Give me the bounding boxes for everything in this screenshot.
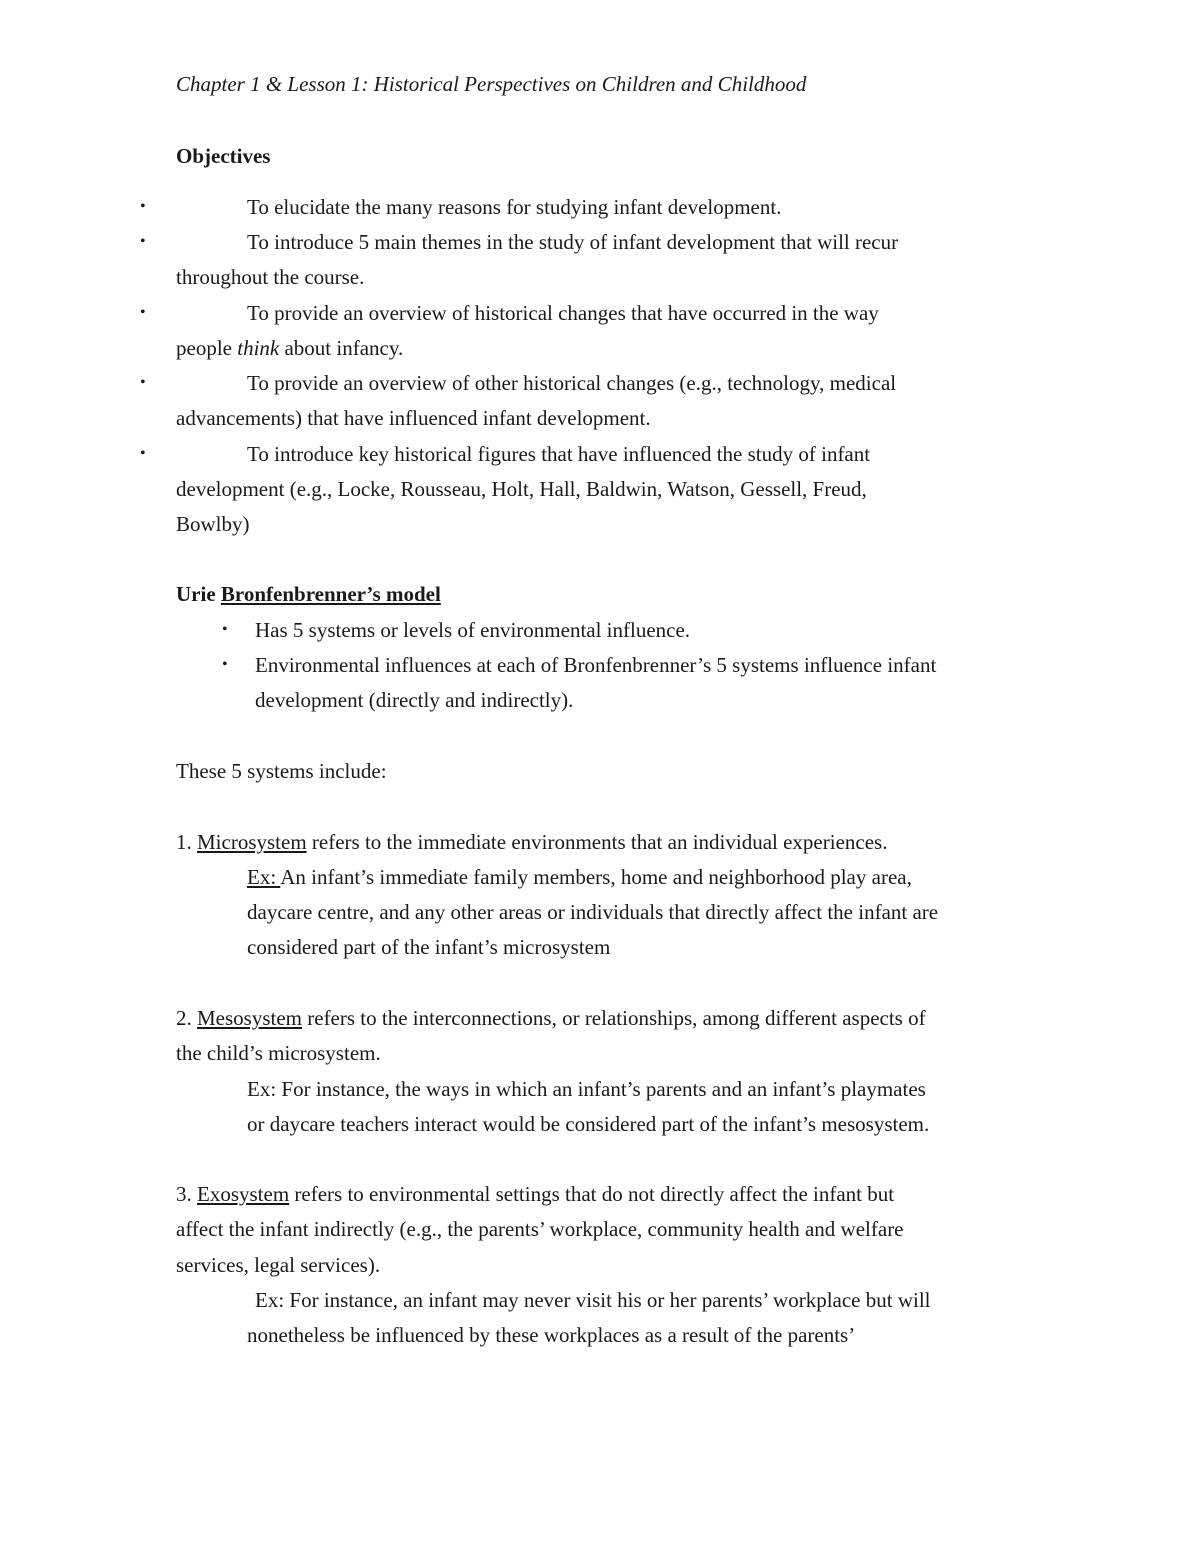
example-text: An infant’s immediate family members, home and neighborhood play area, xyxy=(280,865,912,889)
system-term: Mesosystem xyxy=(197,1006,302,1030)
system-number: 3. xyxy=(176,1182,197,1206)
system-1-example-line-2: daycare centre, and any other areas or individuals that directly affect the infant are xyxy=(247,900,939,924)
system-definition-text: refers to the interconnections, or relationships, among different aspects of xyxy=(302,1006,926,1030)
system-number: 1. xyxy=(176,830,197,854)
bullet-icon: • xyxy=(222,621,228,638)
system-2-example-line-1: Ex: For instance, the ways in which an infant’s parents and an infant’s playmates xyxy=(247,1077,926,1101)
system-definition-text: refers to environmental settings that do not directly affect the infant but xyxy=(289,1182,895,1206)
objective-1-line-1: To elucidate the many reasons for studying infant development. xyxy=(247,195,782,219)
system-1-definition xyxy=(176,829,887,855)
system-1-example-line-1 xyxy=(247,864,912,890)
document-title: Chapter 1 & Lesson 1: Historical Perspectives on Children and Childhood xyxy=(176,72,807,96)
system-2-example-line-2: or daycare teachers interact would be considered part of the infant’s mesosystem. xyxy=(247,1112,930,1136)
objective-2-line-1: To introduce 5 main themes in the study of infant development that will recur xyxy=(247,230,899,254)
objective-4-line-2: advancements) that have influenced infant development. xyxy=(176,406,651,430)
system-number: 2. xyxy=(176,1006,197,1030)
bullet-icon: • xyxy=(140,445,146,462)
system-definition-text: refers to the immediate environments that an individual experiences. xyxy=(306,830,888,854)
objective-5-line-3: Bowlby) xyxy=(176,512,250,536)
system-term: Microsystem xyxy=(197,830,307,854)
objective-3-text: about infancy. xyxy=(279,336,404,360)
bullet-icon: • xyxy=(140,198,146,215)
system-2-definition-line-2: the child’s microsystem. xyxy=(176,1041,381,1065)
objective-2-line-2: throughout the course. xyxy=(176,265,365,289)
system-3-example-line-2: nonetheless be influenced by these workplaces as a result of the parents’ xyxy=(247,1323,856,1347)
bullet-icon: • xyxy=(140,304,146,321)
system-3-definition-line-2: affect the infant indirectly (e.g., the parents’ workplace, community health and welfare xyxy=(176,1217,904,1241)
objective-4-line-1: To provide an overview of other historical changes (e.g., technology, medical xyxy=(247,371,897,395)
bullet-icon: • xyxy=(140,233,146,250)
bullet-icon: • xyxy=(140,374,146,391)
model-heading-underlined: Bronfenbrenner’s model xyxy=(220,582,441,606)
system-2-definition xyxy=(176,1005,926,1031)
model-bullet-1: Has 5 systems or levels of environmental influence. xyxy=(255,618,691,642)
system-term: Exosystem xyxy=(197,1182,290,1206)
objective-3-line-2 xyxy=(176,335,403,361)
systems-intro: These 5 systems include: xyxy=(176,759,387,783)
example-label: Ex: xyxy=(247,865,281,889)
system-3-example-line-1: Ex: For instance, an infant may never visit his or her parents’ workplace but will xyxy=(255,1288,931,1312)
objective-5-line-1: To introduce key historical figures that have influenced the study of infant xyxy=(247,442,871,466)
objective-3-text: people xyxy=(176,336,238,360)
system-3-definition xyxy=(176,1181,894,1207)
bullet-icon: • xyxy=(222,656,228,673)
model-bullet-2-line-2: development (directly and indirectly). xyxy=(255,688,574,712)
objectives-heading: Objectives xyxy=(176,144,271,168)
system-3-definition-line-3: services, legal services). xyxy=(176,1253,381,1277)
emphasis-think: think xyxy=(237,336,280,360)
objective-5-line-2: development (e.g., Locke, Rousseau, Holt, Hall, Baldwin, Watson, Gessell, Freud, xyxy=(176,477,867,501)
system-1-example-line-3: considered part of the infant’s microsystem xyxy=(247,935,611,959)
model-heading-prefix: Urie xyxy=(176,582,221,606)
objective-3-line-1: To provide an overview of historical changes that have occurred in the way xyxy=(247,301,879,325)
model-heading xyxy=(176,581,441,607)
model-bullet-2-line-1: Environmental influences at each of Bronfenbrenner’s 5 systems influence infant xyxy=(255,653,937,677)
